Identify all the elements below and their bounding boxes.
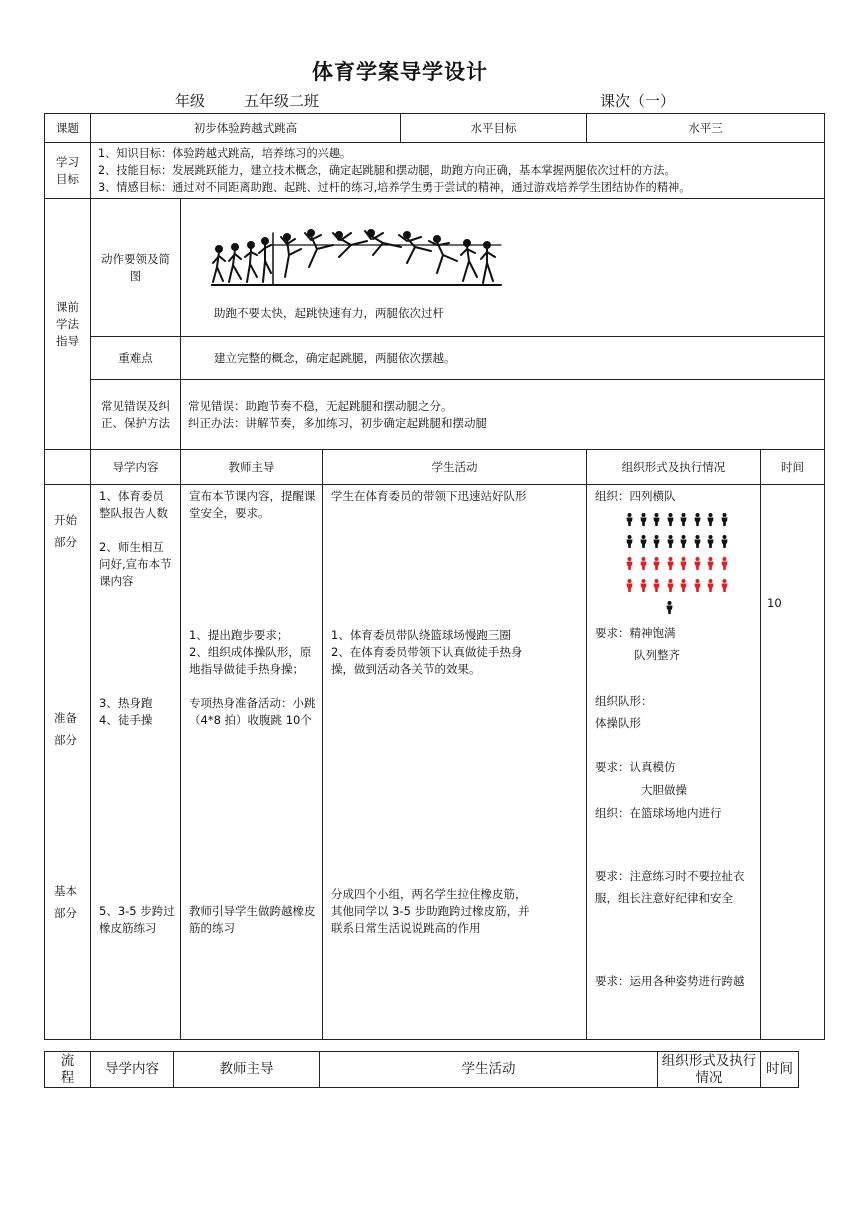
content-item-3: 3、热身跑 [99, 696, 153, 710]
time-column [761, 485, 825, 1040]
header-teacher: 教师主导 [181, 450, 323, 485]
student-figure-icon [639, 579, 648, 592]
high-jump-sequence-illustration [211, 227, 511, 289]
time-value: 10 [767, 596, 782, 610]
student-figure-icon [625, 557, 634, 570]
student-item-2b: 2、在体育委员带领下认真做徒手热身操，做到活动各关节的效果。 [331, 645, 523, 676]
student-figure-icon [652, 535, 661, 548]
formation-row [625, 535, 729, 548]
objectives-label: 学习目标 [45, 143, 91, 199]
student-figure-icon [625, 579, 634, 592]
org-item-4b: 大胆做操 [641, 783, 688, 797]
student-figure-icon [639, 513, 648, 526]
student-figure-icon [706, 557, 715, 570]
phase-basic: 基本部分 [54, 884, 77, 920]
student-figure-icon [625, 535, 634, 548]
content-item-4: 4、徒手操 [99, 713, 153, 727]
objective-knowledge: 1、知识目标：体验跨越式跳高，培养练习的兴趣。 [98, 147, 352, 160]
student-figure-icon [639, 557, 648, 570]
student-figure-icon [720, 513, 729, 526]
student-figure-icon [652, 557, 661, 570]
errors-label: 常见错误及纠正、保护方法 [91, 380, 181, 450]
motion-text: 助跑不要太快，起跳快速有力，两腿依次过杆 [214, 306, 444, 320]
header-time: 时间 [761, 450, 825, 485]
errors-text [181, 380, 825, 450]
org-item-4a: 要求：认真模仿 [595, 760, 676, 774]
objective-skill: 2、技能目标：发展跳跃能力，建立技术概念，确定起跳腿和摆动腿，助跑方向正确，基本掌握两腿依次过杆的方法。 [98, 164, 676, 177]
content-item-1: 1、体育委员整队报告人数 [99, 489, 168, 520]
correction-method: 纠正办法：讲解节奏，多加练习，初步确定起跳腿和摆动腿 [188, 415, 487, 430]
student-figure-icon [666, 579, 675, 592]
org-item-2b: 队列整齐 [634, 648, 681, 662]
level-label: 水平目标 [401, 114, 587, 143]
student-figure-icon [693, 535, 702, 548]
teacher-item-2a: 1、提出跑步要求； [189, 628, 289, 642]
org-item-1: 组织：四列横队 [595, 489, 676, 503]
student-figure-icon [720, 579, 729, 592]
student-figure-icon [720, 557, 729, 570]
content-item-5: 5、3-5 步跨过橡皮筋练习 [99, 904, 175, 935]
leader-figure-icon [665, 601, 674, 614]
document-title: 体育学案导学设计 [312, 60, 488, 84]
bottom-teacher: 教师主导 [174, 1052, 320, 1088]
common-error: 常见错误：助跑节奏不稳，无起跳腿和摆动腿之分。 [188, 398, 453, 413]
phase-start: 开始部分 [54, 513, 77, 549]
student-figure-icon [679, 557, 688, 570]
student-figure-icon [666, 535, 675, 548]
student-figure-icon [706, 513, 715, 526]
student-figure-icon [693, 557, 702, 570]
phase-column [45, 485, 91, 1040]
formation-row [625, 579, 729, 592]
lesson-plan-table [44, 113, 825, 1040]
teacher-item-2c: 专项热身准备活动：小跳（4*8 拍）收腹跳 10个 [189, 696, 316, 727]
student-item-3: 分成四个小组，两名学生拉住橡皮筋，其他同学以 3-5 步助跑跨过橡皮筋，并联系日常生活说说跳高的作用 [331, 887, 530, 935]
student-figure-icon [693, 513, 702, 526]
student-figure-icon [720, 535, 729, 548]
teacher-item-2b: 2、组织成体操队形，原地指导做徒手热身操； [189, 645, 312, 676]
phase-header-blank [45, 450, 91, 485]
formation-leader [625, 601, 729, 619]
org-item-2a: 要求：精神饱满 [595, 626, 676, 640]
org-item-3b: 体操队形 [595, 716, 642, 730]
student-figure-icon [693, 579, 702, 592]
student-item-1: 学生在体育委员的带领下迅速站好队形 [331, 489, 527, 503]
key-points-text: 建立完整的概念，确定起跳腿，两腿依次摆越。 [181, 337, 825, 380]
header-org: 组织形式及执行情况 [587, 450, 761, 485]
student-figure-icon [679, 535, 688, 548]
student-figure-icon [639, 535, 648, 548]
content-column [91, 485, 181, 1040]
org-column [587, 485, 761, 1040]
student-figure-icon [679, 513, 688, 526]
bottom-flow: 流程 [45, 1052, 91, 1088]
flow-header-table [44, 1051, 799, 1088]
student-figure-icon [652, 513, 661, 526]
student-item-2a: 1、体育委员带队绕篮球场慢跑三圈 [331, 628, 511, 642]
key-points-label: 重难点 [91, 337, 181, 380]
phase-prep: 准备部分 [54, 711, 77, 747]
org-item-5: 组织：在篮球场地内进行 [595, 806, 722, 820]
org-item-3a: 组织队形： [595, 694, 653, 708]
teacher-column [181, 485, 323, 1040]
header-content: 导学内容 [91, 450, 181, 485]
header-student: 学生活动 [323, 450, 587, 485]
org-item-6: 要求：注意练习时不要拉扯衣服，组长注意好纪律和安全 [595, 869, 745, 905]
bottom-student: 学生活动 [320, 1052, 658, 1088]
student-figure-icon [666, 513, 675, 526]
lesson-number: 课次（一） [600, 92, 676, 110]
teacher-item-1: 宣布本节课内容，提醒课堂安全，要求。 [189, 489, 316, 520]
motion-cell [181, 199, 825, 337]
grade-label: 年级 [175, 92, 206, 110]
bottom-content: 导学内容 [91, 1052, 174, 1088]
student-figure-icon [666, 557, 675, 570]
topic-value: 初步体验跨越式跳高 [91, 114, 401, 143]
formation-diagram [625, 513, 729, 619]
org-item-7: 要求：运用各种姿势进行跨越 [595, 974, 745, 988]
formation-row [625, 513, 729, 526]
student-figure-icon [706, 579, 715, 592]
objective-emotion: 3、情感目标：通过对不同距离助跑、起跳、过杆的练习,培养学生勇于尝试的精神，通过游戏培养学生团结协作的精神。 [98, 181, 691, 194]
grade-value: 五年级二班 [244, 92, 320, 110]
guide-label: 课前学法指导 [45, 199, 91, 450]
formation-row [625, 557, 729, 570]
motion-label: 动作要领及简图 [91, 199, 181, 337]
teacher-item-3: 教师引导学生做跨越橡皮筋的练习 [189, 904, 316, 935]
level-value: 水平三 [587, 114, 825, 143]
objectives-list [91, 143, 825, 199]
content-item-2: 2、师生相互问好,宣布本节课内容 [99, 540, 172, 588]
student-figure-icon [625, 513, 634, 526]
student-figure-icon [679, 579, 688, 592]
student-figure-icon [652, 579, 661, 592]
bottom-time: 时间 [761, 1052, 799, 1088]
student-figure-icon [706, 535, 715, 548]
student-column [323, 485, 587, 1040]
topic-label: 课题 [45, 114, 91, 143]
bottom-org: 组织形式及执行情况 [658, 1052, 761, 1088]
